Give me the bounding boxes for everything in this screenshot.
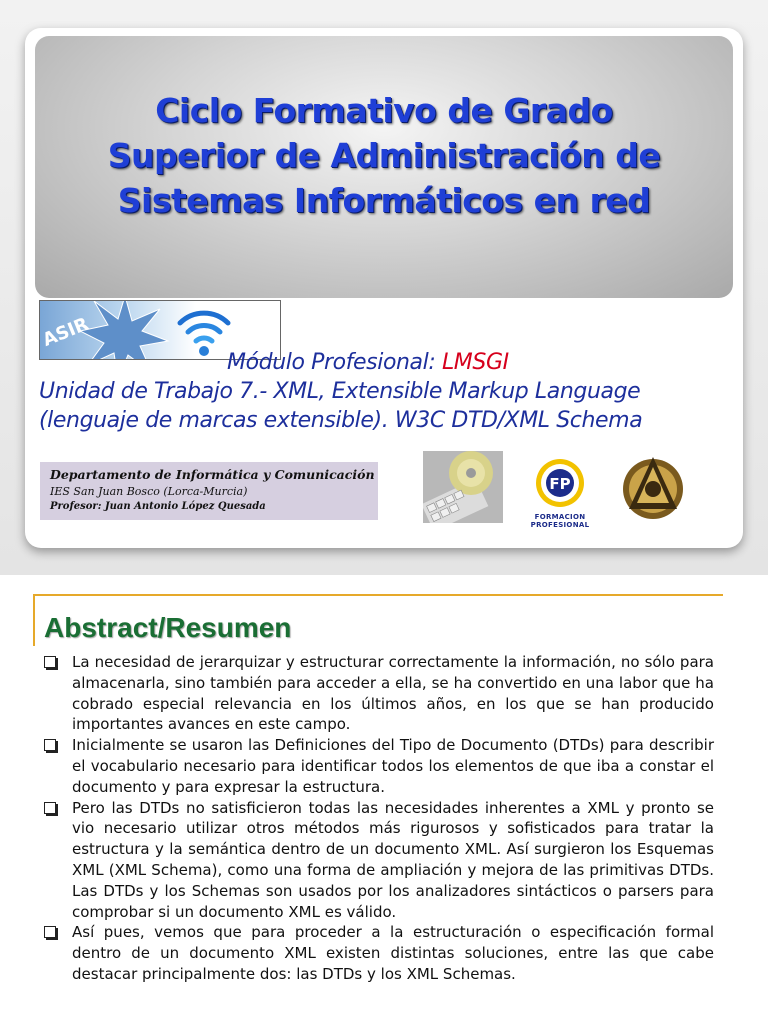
module-line bbox=[39, 348, 743, 377]
module-info bbox=[39, 348, 743, 435]
school-crest-icon bbox=[613, 451, 693, 523]
cd-keyboard-image bbox=[423, 451, 503, 523]
title-line: Superior de Administración de bbox=[107, 136, 661, 175]
fp-logo bbox=[507, 456, 613, 529]
checkbox-bullet-icon bbox=[44, 656, 56, 668]
heading-side-rule bbox=[33, 594, 35, 646]
bullet-text: Inicialmente se usaron las Definiciones del Tipo de Documento (DTDs) para describir el vocabulario necesario para identificar todos los elementos de que iba a constar el documento y para expresar la estructura. bbox=[72, 736, 714, 796]
checkbox-bullet-icon bbox=[44, 802, 56, 814]
school-name: IES San Juan Bosco (Lorca-Murcia) bbox=[50, 485, 248, 498]
title-panel bbox=[35, 36, 733, 298]
title-line: Sistemas Informáticos en red bbox=[117, 181, 651, 220]
department-name: Departamento de Informática y Comunicación bbox=[50, 467, 375, 482]
module-code: LMSGI bbox=[441, 350, 509, 375]
bullet-text: Así pues, vemos que para proceder a la estructuración o especificación formal dentro de un documento XML existen distintas soluciones, entre las que cabe destacar principalmente dos: las DTDs y los XML Schemas. bbox=[72, 923, 714, 983]
fp-emblem-icon bbox=[507, 456, 613, 514]
asir-label: ASIR bbox=[39, 313, 92, 351]
teacher-name: Profesor: Juan Antonio López Quesada bbox=[50, 501, 266, 512]
unit-line-2: (lenguaje de marcas extensible). W3C DTD/XML Schema bbox=[39, 408, 643, 433]
list-item bbox=[42, 735, 714, 797]
slide-title bbox=[35, 88, 733, 223]
checkbox-bullet-icon bbox=[44, 739, 56, 751]
title-slide bbox=[25, 28, 743, 548]
fp-caption: FORMACION PROFESIONAL bbox=[530, 513, 590, 529]
bullet-text: Pero las DTDs no satisficieron todas las necesidades inherentes a XML y pronto se vio necesario utilizar otros métodos más rigurosos y sofisticados para tratar la estructura y la semántica dentro de un documento XML. Así surgieron los Esquemas XML (XML Schema), como una forma de ampliación y mejora de las primitivas DTDs. Las DTDs y los Schemas son usados por los analizadores sintácticos o parsers para comprobar si un documento XML es válido. bbox=[72, 798, 714, 921]
list-item bbox=[42, 798, 714, 923]
heading-rule bbox=[33, 594, 723, 596]
list-item bbox=[42, 652, 714, 735]
checkbox-bullet-icon bbox=[44, 926, 56, 938]
abstract-bullets bbox=[42, 652, 714, 985]
title-line: Ciclo Formativo de Grado bbox=[155, 91, 613, 130]
abstract-heading: Abstract/Resumen bbox=[44, 612, 292, 643]
bullet-text: La necesidad de jerarquizar y estructurar correctamente la información, no sólo para almacenarla, sino también para acceder a ella, se ha convertido en una labor que ha cobrado especial relevancia en los últimos años, en los que se han producido importantes avances en este campo. bbox=[72, 653, 714, 734]
fp-mark: FP bbox=[549, 475, 571, 493]
unit-line-1: Unidad de Trabajo 7.- XML, Extensible Markup Language bbox=[39, 379, 641, 404]
list-item bbox=[42, 922, 714, 984]
module-prefix: Módulo Profesional: bbox=[227, 350, 442, 375]
department-box bbox=[40, 462, 378, 520]
